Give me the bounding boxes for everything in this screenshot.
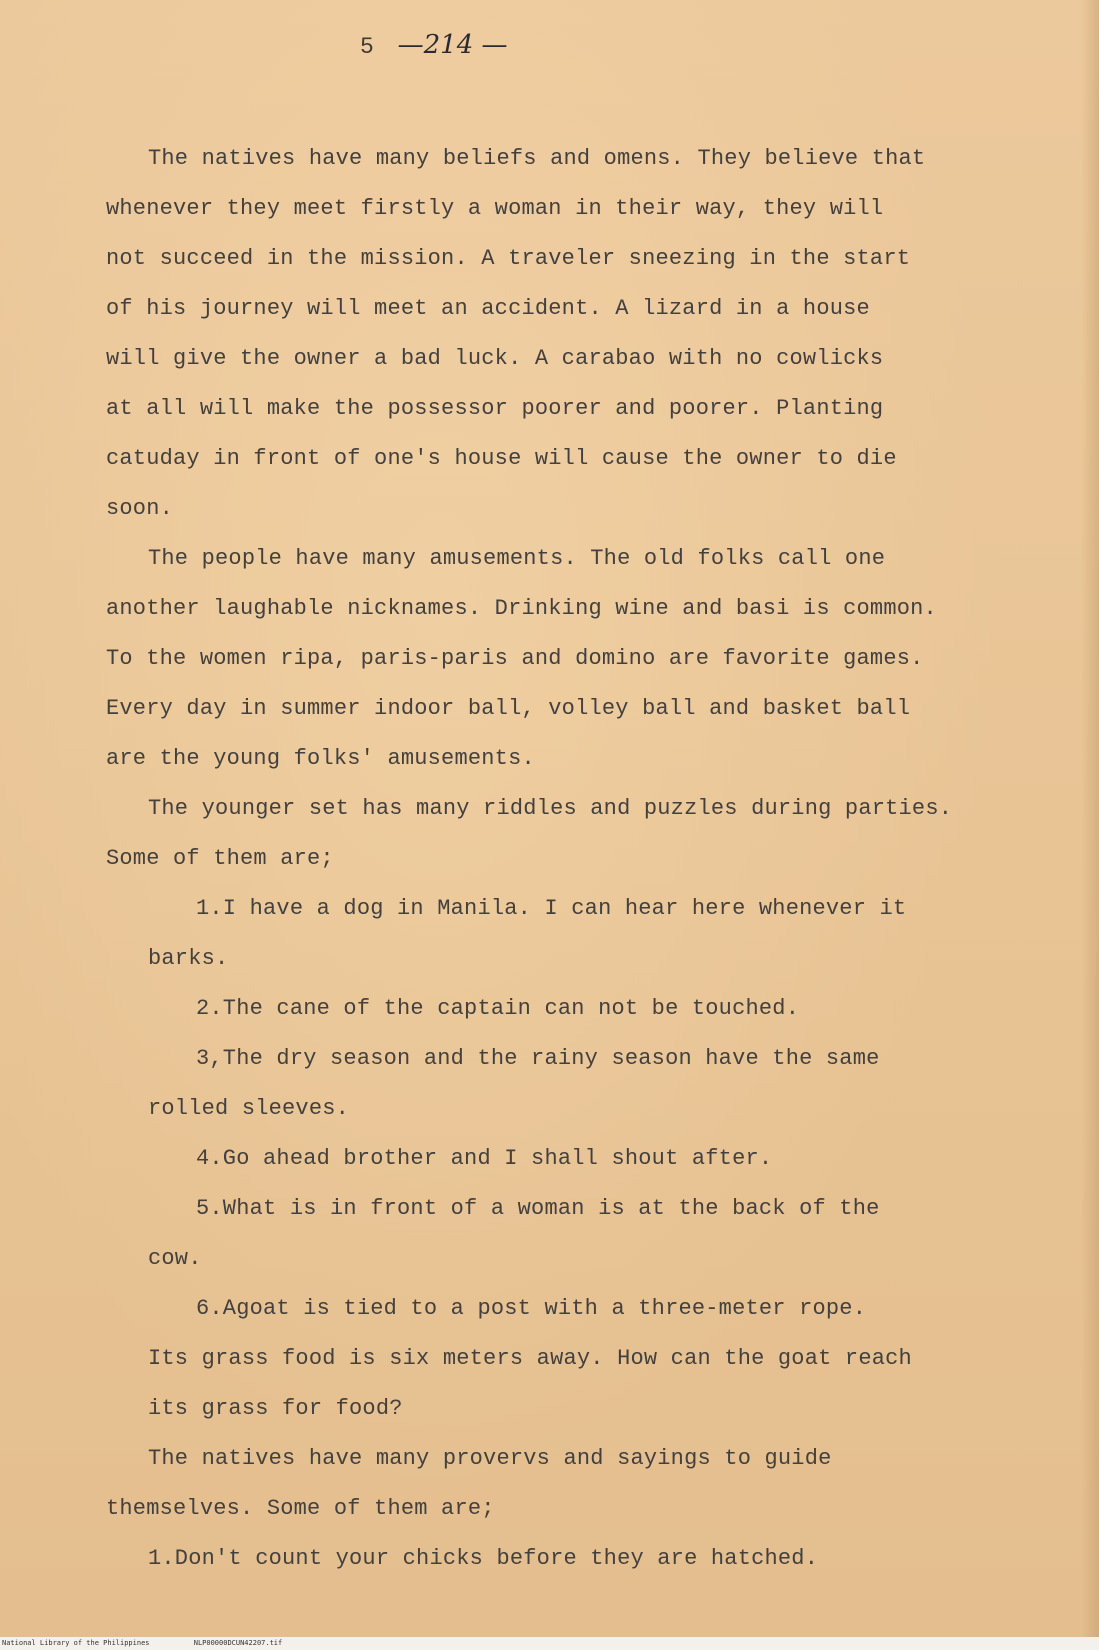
text-line: The natives have many beliefs and omens. They believe that [148,146,926,171]
riddle-item: 2.The cane of the captain can not be touched. [196,996,800,1021]
scan-filename: NLP00000DCUN42207.tif [193,1639,283,1647]
text-line: whenever they meet firstly a woman in their way, they will [106,196,884,221]
text-line: To the women ripa, paris-paris and domino are favorite games. [106,646,924,671]
text-line: its grass for food? [148,1396,403,1421]
text-line: Its grass food is six meters away. How can the goat reach [148,1346,912,1371]
handwritten-page-number: —214 — [397,30,508,60]
text-line: of his journey will meet an accident. A lizard in a house [106,296,870,321]
text-line: soon. [106,496,174,521]
text-line: The natives have many provervs and sayings to guide [148,1446,832,1471]
library-credit: National Library of the Philippines [2,1639,150,1647]
text-line: catuday in front of one's house will cause the owner to die [106,446,897,471]
text-line: rolled sleeves. [148,1096,350,1121]
page-header [360,30,508,60]
scan-footer [0,1637,1099,1650]
text-line: another laughable nicknames. Drinking wine and basi is common. [106,596,937,621]
riddle-item: 5.What is in front of a woman is at the back of the [196,1196,880,1221]
text-line: barks. [148,946,229,971]
text-line: Every day in summer indoor ball, volley ball and basket ball [106,696,911,721]
text-line: are the young folks' amusements. [106,746,535,771]
text-line: not succeed in the mission. A traveler sneezing in the start [106,246,911,271]
riddle-item: 6.Agoat is tied to a post with a three-meter rope. [196,1296,867,1321]
text-line: cow. [148,1246,202,1271]
text-line: at all will make the possessor poorer and poorer. Planting [106,396,884,421]
riddle-item: 3,The dry season and the rainy season have the same [196,1046,880,1071]
text-line: will give the owner a bad luck. A carabao with no cowlicks [106,346,884,371]
text-line: The people have many amusements. The old folks call one [148,546,886,571]
text-line: themselves. Some of them are; [106,1496,495,1521]
text-line: Some of them are; [106,846,334,871]
page-number: 5 [360,34,374,60]
text-line: The younger set has many riddles and puzzles during parties. [148,796,953,821]
proverb-item: 1.Don't count your chicks before they are hatched. [148,1546,819,1571]
page-edge-shadow [1081,0,1099,1650]
riddle-item: 4.Go ahead brother and I shall shout after. [196,1146,773,1171]
riddle-item: 1.I have a dog in Manila. I can hear here whenever it [196,896,907,921]
